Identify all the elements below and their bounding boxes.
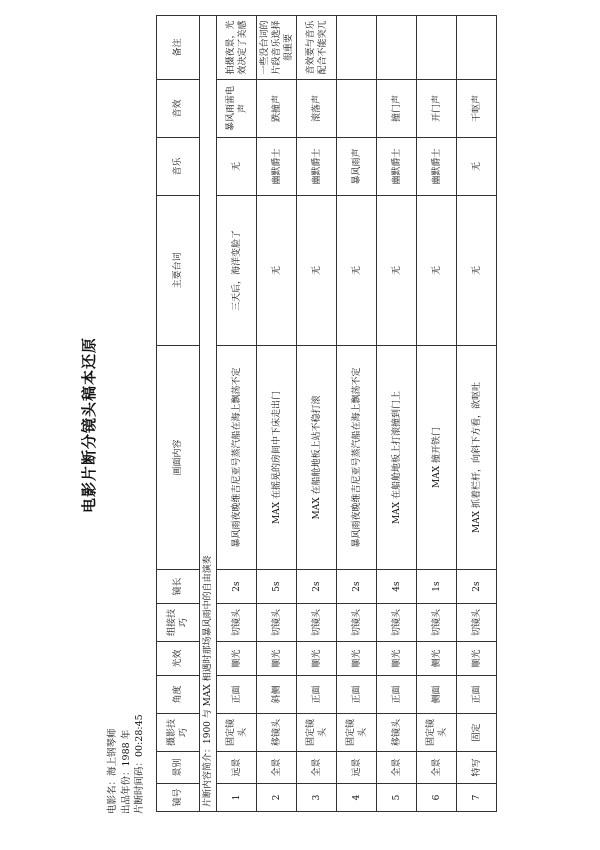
cell-trans: 切镜头 xyxy=(297,604,337,642)
cell-dialog: 无 xyxy=(457,196,497,346)
cell-music: 暴风雨声 xyxy=(337,138,377,196)
cell-shot: 远景 xyxy=(217,752,257,784)
cell-light: 顺光 xyxy=(457,642,497,676)
cell-content: MAX 抓着栏杆，向斜下方看，欲呕吐 xyxy=(457,346,497,570)
cell-content: 暴风雨夜晚维吉尼亚号蒸汽船在海上飘荡不定 xyxy=(217,346,257,570)
cell-music: 无 xyxy=(217,138,257,196)
cell-note: 音效要与音乐配合不能突兀 xyxy=(297,16,337,80)
cell-note: 一些没台词的片段音乐选择很重要 xyxy=(257,16,297,80)
cell-no: 1 xyxy=(217,784,257,812)
cell-tech: 固定镜头 xyxy=(417,714,457,752)
table-row xyxy=(297,16,337,812)
cell-trans: 切镜头 xyxy=(337,604,377,642)
header-cell: 备注 xyxy=(157,16,200,80)
cell-music: 幽默爵士 xyxy=(297,138,337,196)
cell-shot: 全景 xyxy=(297,752,337,784)
cell-angle: 侧面 xyxy=(417,676,457,714)
header-cell: 画面内容 xyxy=(157,346,200,570)
table-row xyxy=(377,16,417,812)
cell-content: MAX 在船舱地板上打滚撞到门上 xyxy=(377,346,417,570)
cell-note xyxy=(337,16,377,80)
cell-trans: 切镜头 xyxy=(217,604,257,642)
header-row xyxy=(157,16,200,812)
intro-text: 片断内容简介：1900 与 MAX 相遇时那场暴风雨中的自由演奏 xyxy=(200,16,217,812)
cell-tech: 固定 xyxy=(457,714,497,752)
table-row xyxy=(457,16,497,812)
cell-angle: 正面 xyxy=(297,676,337,714)
cell-light: 顺光 xyxy=(297,642,337,676)
table-row xyxy=(337,16,377,812)
header-cell: 镜号 xyxy=(157,784,200,812)
cell-shot: 远景 xyxy=(337,752,377,784)
cell-no: 3 xyxy=(297,784,337,812)
cell-dialog: 无 xyxy=(417,196,457,346)
cell-tech: 固定镜头 xyxy=(297,714,337,752)
cell-tech: 固定镜头 xyxy=(217,714,257,752)
cell-note xyxy=(417,16,457,80)
cell-no: 6 xyxy=(417,784,457,812)
header-cell: 摄影技巧 xyxy=(157,714,200,752)
cell-music: 无 xyxy=(457,138,497,196)
cell-len: 1s xyxy=(417,570,457,604)
cell-dialog: 无 xyxy=(257,196,297,346)
cell-angle: 正面 xyxy=(457,676,497,714)
cell-len: 5s xyxy=(257,570,297,604)
table-row xyxy=(417,16,457,812)
cell-angle: 正面 xyxy=(337,676,377,714)
cell-sfx xyxy=(337,80,377,138)
cell-content: MAX 撞开铁门 xyxy=(417,346,457,570)
cell-dialog: 无 xyxy=(377,196,417,346)
cell-shot: 全景 xyxy=(417,752,457,784)
header-cell: 镜长 xyxy=(157,570,200,604)
header-cell: 音效 xyxy=(157,80,200,138)
cell-content: MAX 在船舱地板上站不稳打滚 xyxy=(297,346,337,570)
cell-light: 顺光 xyxy=(337,642,377,676)
cell-len: 2s xyxy=(217,570,257,604)
cell-sfx: 干呕声 xyxy=(457,80,497,138)
cell-note: 拍摄夜景，光效决定了美感 xyxy=(217,16,257,80)
cell-light: 侧光 xyxy=(417,642,457,676)
cell-angle: 正面 xyxy=(377,676,417,714)
cell-tech: 固定镜头 xyxy=(337,714,377,752)
cell-sfx: 开门声 xyxy=(417,80,457,138)
header-cell: 音乐 xyxy=(157,138,200,196)
cell-angle: 斜侧 xyxy=(257,676,297,714)
cell-trans: 切镜头 xyxy=(417,604,457,642)
cell-shot: 全景 xyxy=(257,752,297,784)
cell-note xyxy=(457,16,497,80)
cell-dialog: 无 xyxy=(297,196,337,346)
table-row xyxy=(217,16,257,812)
table-row xyxy=(257,16,297,812)
cell-trans: 切镜头 xyxy=(257,604,297,642)
film-info xyxy=(106,714,147,814)
cell-len: 2s xyxy=(457,570,497,604)
cell-sfx: 滚落声 xyxy=(297,80,337,138)
release-year: 出品年份：1988 年 xyxy=(120,729,132,814)
cell-shot: 特写 xyxy=(457,752,497,784)
cell-content: 暴风雨夜晚维吉尼亚号蒸汽船在海上飘荡不定 xyxy=(337,346,377,570)
cell-tech: 移镜头 xyxy=(257,714,297,752)
cell-len: 4s xyxy=(377,570,417,604)
cell-len: 2s xyxy=(297,570,337,604)
cell-music: 幽默爵士 xyxy=(257,138,297,196)
film-name: 电影名：海上钢琴师 xyxy=(107,728,118,814)
cell-angle: 正面 xyxy=(217,676,257,714)
cell-no: 4 xyxy=(337,784,377,812)
cell-light: 顺光 xyxy=(377,642,417,676)
cell-no: 7 xyxy=(457,784,497,812)
cell-tech: 移镜头 xyxy=(377,714,417,752)
storyboard-table xyxy=(156,15,497,812)
cell-trans: 切镜头 xyxy=(457,604,497,642)
cell-shot: 全景 xyxy=(377,752,417,784)
header-cell: 组接技巧 xyxy=(157,604,200,642)
cell-music: 幽默爵士 xyxy=(377,138,417,196)
cell-sfx: 暴风雨雷电声 xyxy=(217,80,257,138)
cell-music: 幽默爵士 xyxy=(417,138,457,196)
cell-light: 顺光 xyxy=(217,642,257,676)
cell-dialog: 三天后，海洋变脸了 xyxy=(217,196,257,346)
cell-content: MAX 在摇晃的房间中下床走出门 xyxy=(257,346,297,570)
header-cell: 角度 xyxy=(157,676,200,714)
cell-dialog: 无 xyxy=(337,196,377,346)
cell-sfx: 撞门声 xyxy=(377,80,417,138)
header-cell: 主要台词 xyxy=(157,196,200,346)
header-cell: 光效 xyxy=(157,642,200,676)
header-cell: 景别 xyxy=(157,752,200,784)
cell-no: 2 xyxy=(257,784,297,812)
timecode: 片断时间码：00:28:45 xyxy=(134,714,145,814)
cell-trans: 切镜头 xyxy=(377,604,417,642)
cell-sfx: 跌撞声 xyxy=(257,80,297,138)
cell-note xyxy=(377,16,417,80)
cell-no: 5 xyxy=(377,784,417,812)
document-title: 电影片断分镜头稿本还原 xyxy=(80,337,98,514)
cell-light: 顺光 xyxy=(257,642,297,676)
cell-len: 2s xyxy=(337,570,377,604)
